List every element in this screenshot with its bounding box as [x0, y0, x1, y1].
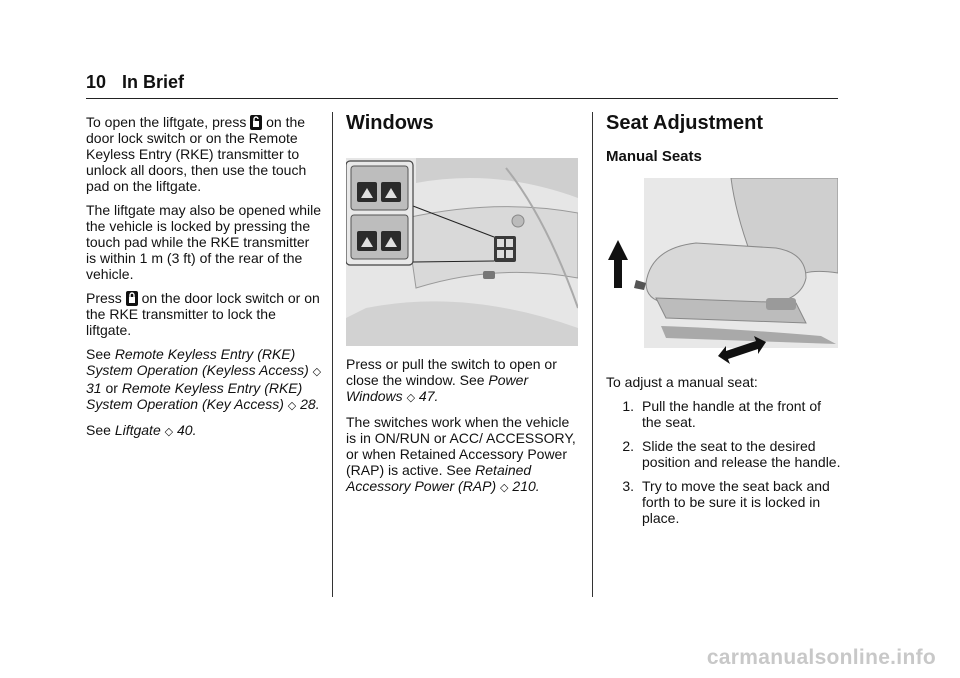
page-header [86, 70, 838, 99]
adjustment-steps [606, 398, 842, 526]
link-power-windows[interactable]: Power Windows [346, 372, 529, 404]
manual-seat-illustration [606, 178, 838, 366]
window-switch-illustration [346, 158, 578, 346]
link-liftgate[interactable]: Liftgate [114, 422, 161, 438]
page-ref-icon: ◇ [287, 400, 297, 412]
page-ref-40[interactable]: 40. [177, 422, 197, 438]
list-item: 1. Pull the handle at the front of the seat. [622, 398, 822, 430]
page-number: 10 [86, 72, 107, 92]
section-heading-windows: Windows [346, 112, 434, 134]
subheading-manual-seats: Manual Seats [606, 148, 702, 165]
paragraph-switch-power-modes: The switches work when the vehicle is in ON/RUN or ACC/ ACCESSORY, or when Retained Accessory Power (RAP) is active. See Retained Accessory Power (RAP) ◇ 210. [346, 414, 576, 494]
page-ref-icon: ◇ [406, 392, 416, 404]
column-seat-adjustment [606, 112, 842, 534]
link-rke-keyless[interactable]: Remote Keyless Entry (RKE) System Operation (Keyless Access) [86, 346, 309, 378]
column-divider [592, 112, 593, 597]
paragraph-see-rke: See Remote Keyless Entry (RKE) System Operation (Keyless Access) ◇ 31 or Remote Keyless Entry (RKE) System Operation (Key Access) ◇ 28. [86, 346, 322, 412]
page-ref-31[interactable]: 31 [86, 380, 102, 396]
list-item: 3. Try to move the seat back and forth to be sure it is locked in place. [622, 478, 830, 526]
lock-icon [126, 291, 138, 306]
column-windows [346, 112, 582, 504]
link-rap[interactable]: Retained Accessory Power (RAP) [346, 462, 532, 494]
column-divider [332, 112, 333, 597]
page-ref-210[interactable]: 210. [512, 478, 540, 494]
section-title: In Brief [122, 72, 185, 92]
page-ref-icon: ◇ [312, 366, 322, 378]
page-ref-28[interactable]: 28. [300, 396, 320, 412]
section-heading-seat-adjustment: Seat Adjustment [606, 112, 764, 134]
paragraph-open-liftgate: To open the liftgate, press on the door lock switch or on the Remote Keyless Entry (RKE) transmitter to unlock all doors, then use the touch pad on the liftgate. [86, 114, 307, 194]
page-ref-icon: ◇ [164, 426, 174, 438]
list-item: 2. Slide the seat to the desired position and release the handle. [622, 438, 841, 470]
column-liftgate [86, 114, 322, 448]
paragraph-adjust-intro: To adjust a manual seat: [606, 374, 758, 390]
link-rke-key-access[interactable]: Remote Keyless Entry (RKE) System Operation (Key Access) [86, 380, 303, 412]
paragraph-window-switch: Press or pull the switch to open or close the window. See Power Windows ◇ 47. [346, 356, 557, 404]
watermark: carmanualsonline.info [706, 646, 936, 669]
page-ref-icon: ◇ [500, 482, 509, 494]
unlock-icon [250, 115, 262, 130]
paragraph-see-liftgate: See Liftgate ◇ 40. [86, 422, 197, 438]
paragraph-touch-pad: The liftgate may also be opened while the vehicle is locked by pressing the touch pad while the RKE transmitter is within 1 m (3 ft) of the rear of the vehicle. [86, 202, 322, 282]
paragraph-lock-liftgate: Press on the door lock switch or on the RKE transmitter to lock the liftgate. [86, 290, 320, 338]
page-ref-47[interactable]: 47. [418, 388, 439, 404]
